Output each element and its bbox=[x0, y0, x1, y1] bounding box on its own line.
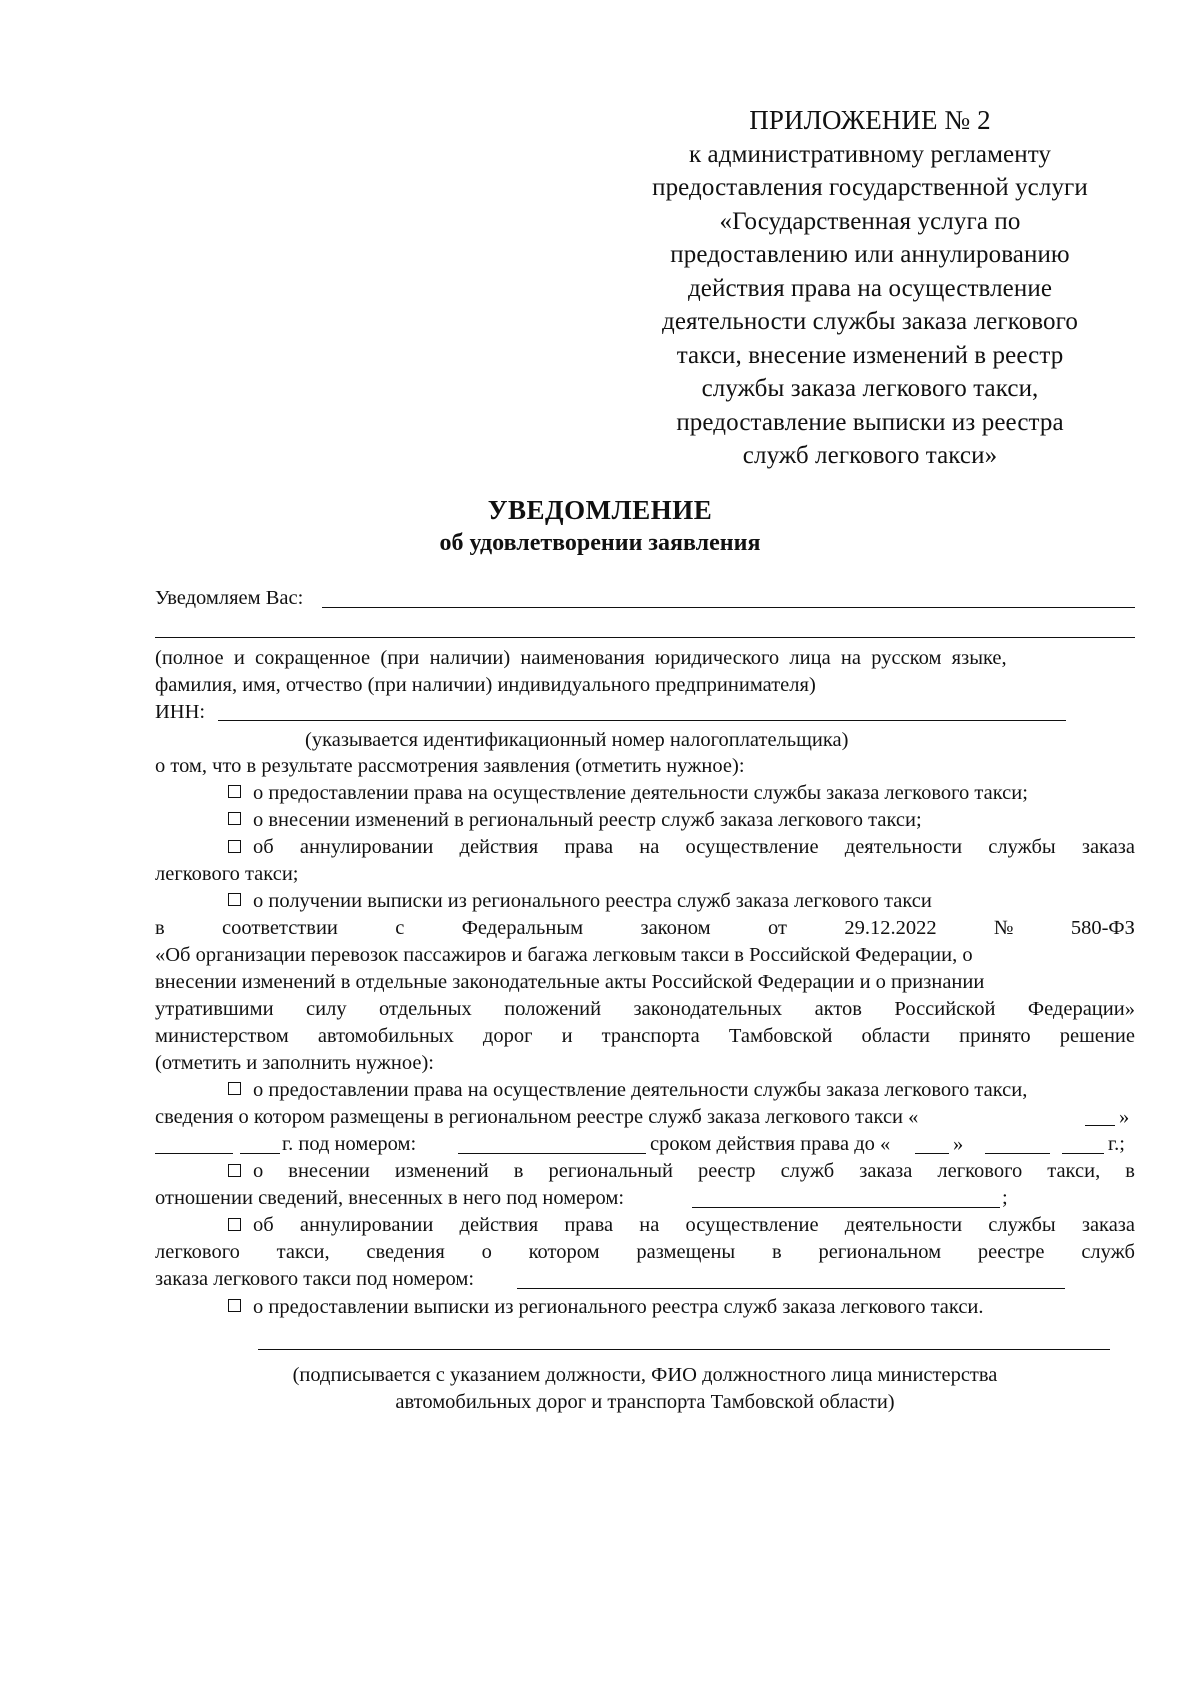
law-line6: (отметить и заполнить нужное): bbox=[155, 1052, 434, 1074]
signature-hint-line2: автомобильных дорог и транспорта Тамбовской области) bbox=[395, 1391, 895, 1413]
grant-number-field[interactable] bbox=[458, 1153, 646, 1154]
option-label: о предоставлении выписки из регионального реестра служб заказа легкового такси. bbox=[253, 1296, 984, 1318]
grant-day-field[interactable] bbox=[1085, 1125, 1115, 1126]
term-quote-close: » bbox=[953, 1133, 964, 1155]
word: заказа bbox=[859, 1160, 913, 1182]
word: решение bbox=[1059, 1025, 1135, 1047]
word: положений bbox=[504, 998, 602, 1020]
decision-annul-right bbox=[228, 1212, 1135, 1238]
checkbox[interactable] bbox=[228, 1299, 241, 1312]
appendix-line: предоставлению или аннулированию bbox=[670, 241, 1070, 268]
option-grant-right bbox=[228, 780, 1028, 806]
option-annul-right bbox=[228, 834, 1135, 860]
word: региональном bbox=[818, 1241, 942, 1263]
word: принято bbox=[959, 1025, 1031, 1047]
word: легкового bbox=[155, 1241, 240, 1263]
grant-month-field[interactable] bbox=[155, 1153, 233, 1154]
option-label: о получении выписки из регионального реестра служб заказа легкового такси bbox=[253, 890, 932, 912]
word: службы bbox=[988, 836, 1056, 858]
word: сведения bbox=[366, 1241, 445, 1263]
word: автомобильных bbox=[317, 1025, 454, 1047]
appendix-line: к административному регламенту bbox=[688, 140, 1052, 168]
recipient-hint-line1 bbox=[155, 645, 1135, 671]
word: Федеральным bbox=[461, 917, 584, 939]
word: служб bbox=[780, 1160, 835, 1182]
change-number-field[interactable] bbox=[692, 1207, 1000, 1208]
appendix-line: деятельности службы заказа легкового bbox=[662, 308, 1078, 335]
inn-hint: (указывается идентификационный номер налогоплательщика) bbox=[305, 729, 849, 751]
appendix-title: ПРИЛОЖЕНИЕ № 2 bbox=[749, 105, 991, 135]
checkbox[interactable] bbox=[228, 1164, 241, 1177]
option-label bbox=[253, 834, 1135, 860]
law-line1 bbox=[155, 915, 1135, 941]
signature-hint-line1: (подписывается с указанием должности, ФИО должностного лица министерства bbox=[292, 1364, 998, 1386]
decision-grant-right bbox=[228, 1077, 1027, 1103]
appendix-line: службы заказа легкового такси, bbox=[701, 375, 1039, 402]
word: заказа bbox=[1081, 1214, 1135, 1236]
word: заказа bbox=[1081, 836, 1135, 858]
word: деятельности bbox=[844, 1214, 963, 1236]
word: действия bbox=[459, 836, 539, 858]
law-line3: внесении изменений в отдельные законодательные акты Российской Федерации и о признании bbox=[155, 971, 985, 993]
word: отдельных bbox=[379, 998, 472, 1020]
word: осуществление bbox=[685, 836, 819, 858]
document-title: УВЕДОМЛЕНИЕ bbox=[487, 495, 713, 525]
intro-text: о том, что в результате рассмотрения заявления (отметить нужное): bbox=[155, 755, 745, 777]
word: внесении bbox=[288, 1160, 370, 1182]
word: № bbox=[993, 917, 1014, 939]
option-label: о внесении изменений в региональный реестр служб заказа легкового такси; bbox=[253, 809, 922, 831]
signature-field[interactable] bbox=[258, 1349, 1110, 1350]
word: 29.12.2022 bbox=[844, 917, 937, 939]
document-subtitle: об удовлетворении заявления bbox=[439, 530, 761, 556]
inn-field[interactable] bbox=[218, 720, 1066, 721]
checkbox[interactable] bbox=[228, 1082, 241, 1095]
word: аннулировании bbox=[299, 836, 434, 858]
law-line5 bbox=[155, 1023, 1135, 1049]
term-year-label: г.; bbox=[1108, 1133, 1125, 1155]
word: службы bbox=[988, 1214, 1056, 1236]
word: котором bbox=[528, 1241, 600, 1263]
word: реестре bbox=[977, 1241, 1045, 1263]
law-line4 bbox=[155, 996, 1135, 1022]
word: на bbox=[639, 1214, 660, 1236]
word: транспорта bbox=[601, 1025, 700, 1047]
term-month-field[interactable] bbox=[985, 1153, 1050, 1154]
term-label: сроком действия права до « bbox=[650, 1133, 891, 1155]
semicolon: ; bbox=[1002, 1187, 1008, 1209]
recipient-label: Уведомляем Вас: bbox=[155, 587, 304, 609]
decision-grant-right-line2: сведения о котором размещены в региональном реестре служб заказа легкового такси « bbox=[155, 1106, 919, 1128]
word: соответствии bbox=[222, 917, 338, 939]
checkbox[interactable] bbox=[228, 840, 241, 853]
option-registry-extract bbox=[228, 888, 932, 914]
appendix-line: действия права на осуществление bbox=[687, 274, 1053, 302]
decision-registry-extract bbox=[228, 1294, 984, 1320]
word: такси, bbox=[276, 1241, 330, 1263]
word: законом bbox=[640, 917, 711, 939]
word: и bbox=[561, 1025, 573, 1047]
word: силу bbox=[306, 998, 347, 1020]
word: об bbox=[253, 1214, 274, 1236]
word: о bbox=[253, 1160, 264, 1182]
option-label: о предоставлении права на осуществление деятельности службы заказа легкового такси, bbox=[253, 1079, 1028, 1101]
word: в bbox=[772, 1241, 782, 1263]
word: деятельности bbox=[844, 836, 963, 858]
word: служб bbox=[1081, 1241, 1135, 1263]
recipient-hint-text: (полное и сокращенное (при наличии) наименования юридического лица на русском языке, bbox=[155, 647, 1007, 669]
recipient-field-line1[interactable] bbox=[322, 607, 1135, 608]
word: реестр bbox=[698, 1160, 756, 1182]
word: осуществление bbox=[685, 1214, 819, 1236]
appendix-line: такси, внесение изменений в реестр bbox=[676, 341, 1064, 369]
inn-label: ИНН: bbox=[155, 701, 206, 723]
annul-number-field[interactable] bbox=[517, 1288, 1065, 1289]
option-label: о предоставлении права на осуществление деятельности службы заказа легкового такси; bbox=[253, 782, 1028, 804]
checkbox[interactable] bbox=[228, 893, 241, 906]
decision-annul-right-line3: заказа легкового такси под номером: bbox=[155, 1268, 475, 1290]
term-day-field[interactable] bbox=[915, 1153, 949, 1154]
word: Тамбовской bbox=[728, 1025, 833, 1047]
appendix-line: «Государственная услуга по bbox=[719, 207, 1021, 235]
word: легкового bbox=[937, 1160, 1023, 1182]
word: такси, bbox=[1047, 1160, 1101, 1182]
word: о bbox=[481, 1241, 492, 1263]
word: изменений bbox=[394, 1160, 489, 1182]
word: в bbox=[155, 917, 165, 939]
word: области bbox=[861, 1025, 931, 1047]
recipient-field-line2[interactable] bbox=[155, 637, 1135, 638]
grant-year-field[interactable] bbox=[240, 1153, 280, 1154]
word: Российской bbox=[894, 998, 996, 1020]
law-line2: «Об организации перевозок пассажиров и багажа легковым такси в Российской Федерации, о bbox=[155, 944, 973, 966]
grant-year-label: г. под номером: bbox=[282, 1133, 417, 1155]
word: актов bbox=[814, 998, 862, 1020]
word: с bbox=[395, 917, 405, 939]
word: министерством bbox=[155, 1025, 289, 1047]
option-label bbox=[253, 1212, 1135, 1238]
appendix-line: служб легкового такси» bbox=[742, 442, 998, 469]
word: об bbox=[253, 836, 274, 858]
checkbox[interactable] bbox=[228, 785, 241, 798]
term-year-field[interactable] bbox=[1062, 1153, 1104, 1154]
appendix-line: предоставления государственной услуги bbox=[652, 174, 1088, 201]
option-label bbox=[253, 1158, 1135, 1184]
word: от bbox=[768, 917, 787, 939]
word: региональный bbox=[548, 1160, 673, 1182]
word: в bbox=[513, 1160, 524, 1182]
word: действия bbox=[459, 1214, 539, 1236]
option-annul-right-cont: легкового такси; bbox=[155, 863, 299, 885]
word: размещены bbox=[636, 1241, 736, 1263]
decision-registry-change bbox=[228, 1158, 1135, 1184]
word: аннулировании bbox=[299, 1214, 434, 1236]
word: на bbox=[639, 836, 660, 858]
recipient-hint-line2: фамилия, имя, отчество (при наличии) индивидуального предпринимателя) bbox=[155, 674, 816, 696]
checkbox[interactable] bbox=[228, 1218, 241, 1231]
appendix-block bbox=[600, 104, 1140, 473]
word: права bbox=[564, 1214, 614, 1236]
word: законодательных bbox=[633, 998, 783, 1020]
appendix-line: предоставление выписки из реестра bbox=[676, 408, 1064, 436]
checkbox[interactable] bbox=[228, 812, 241, 825]
word: права bbox=[564, 836, 614, 858]
option-registry-change bbox=[228, 807, 922, 833]
word: 580-ФЗ bbox=[1070, 917, 1135, 939]
word: утратившими bbox=[155, 998, 274, 1020]
word: Федерации» bbox=[1027, 998, 1135, 1020]
word: в bbox=[1125, 1160, 1135, 1182]
word: дорог bbox=[482, 1025, 533, 1047]
decision-registry-change-line2: отношении сведений, внесенных в него под номером: bbox=[155, 1187, 625, 1209]
quote-close: » bbox=[1119, 1106, 1130, 1128]
decision-annul-right-line2 bbox=[155, 1239, 1135, 1265]
